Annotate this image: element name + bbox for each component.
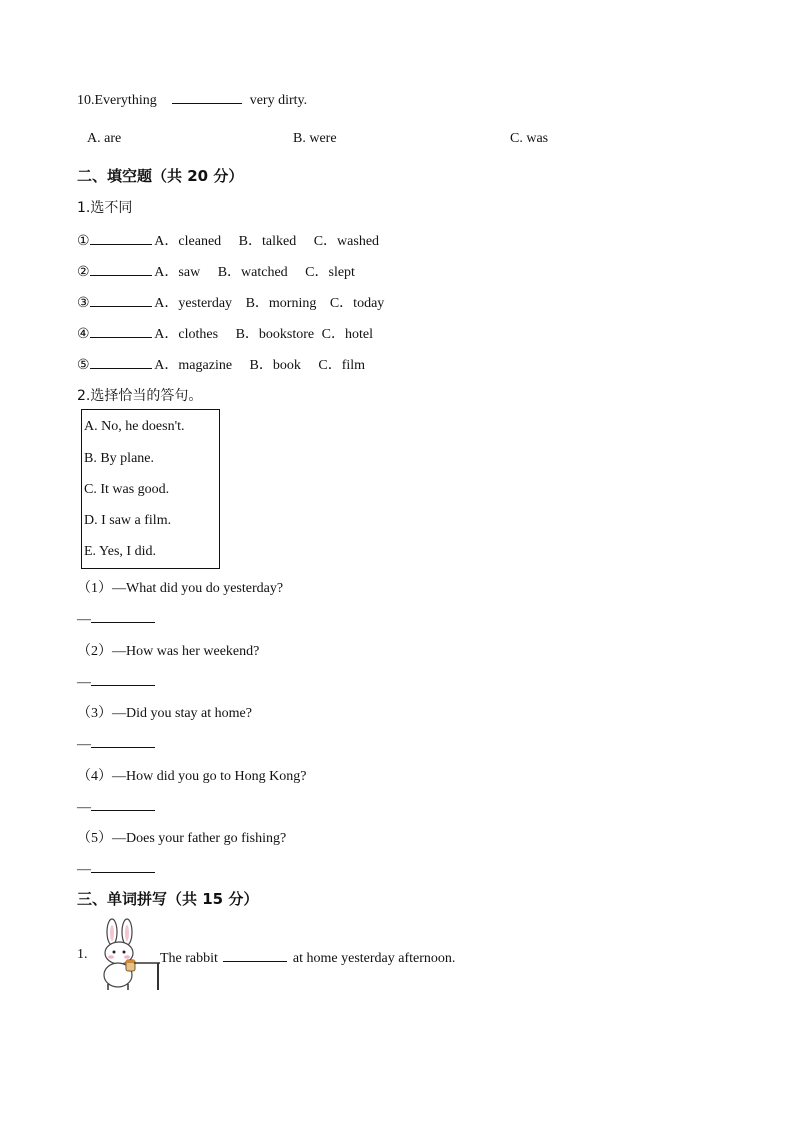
dialogue-answer-3 [77,733,155,753]
row-option-c[interactable]: C．slept [305,265,355,280]
part2-title: 2.选择恰当的答句。 [77,388,203,404]
row-blank[interactable] [90,261,152,276]
answer-dash: — [77,862,91,877]
part1-row-4 [77,323,373,343]
row-number: ⑤ [77,358,90,373]
dialogue-question-2 [77,640,259,660]
q10-option-a[interactable]: A. are [87,131,122,146]
row-option-c[interactable]: C．today [329,296,385,311]
sentence-before: The rabbit [160,951,218,966]
section2-title: 二、填空题（共 20 分） [77,167,244,185]
section3-title: 三、单词拼写（共 15 分） [77,890,259,908]
answer-d: D. I saw a film. [84,513,172,528]
row-number: ③ [77,296,90,311]
q10-stem-before: 10.Everything [77,93,157,108]
row-number: ④ [77,327,90,342]
answer-c: C. It was good. [84,482,170,497]
row-option-a[interactable]: A．clothes [154,327,219,342]
question-text: —How was her weekend? [112,644,260,659]
answer-blank[interactable] [91,796,155,811]
dialogue-question-1 [77,577,283,597]
row-option-a[interactable]: A．yesterday [154,296,233,311]
part1-row-1 [77,230,379,250]
dialogue-question-3 [77,702,252,722]
answer-dash: — [77,675,91,690]
rabbit-drinking-illustration [94,918,162,990]
answer-blank[interactable] [91,858,155,873]
answer-a: A. No, he doesn't. [84,419,185,434]
answer-blank[interactable] [91,608,155,623]
row-option-a[interactable]: A．saw [154,265,201,280]
row-option-b[interactable]: B．book [249,358,301,373]
row-option-a[interactable]: A．magazine [154,358,233,373]
q10-blank[interactable] [172,89,242,104]
row-option-c[interactable]: C．washed [313,234,380,249]
q10-option-c[interactable]: C. was [510,131,549,146]
row-blank[interactable] [90,292,152,307]
row-option-b[interactable]: B．morning [245,296,317,311]
answer-dash: — [77,800,91,815]
part1-title: 1.选不同 [77,200,133,216]
answer-dash: — [77,737,91,752]
sentence-after: at home yesterday afternoon. [292,951,456,966]
row-blank[interactable] [90,230,152,245]
answer-blank[interactable] [91,733,155,748]
answer-b: B. By plane. [84,451,154,466]
answer-box [81,409,220,569]
row-number: ② [77,265,90,280]
row-option-b[interactable]: B．talked [238,234,297,249]
dialogue-answer-1 [77,608,155,628]
row-number: ① [77,234,90,249]
part1-row-5 [77,354,365,374]
row-option-c[interactable]: C．hotel [321,327,373,342]
answer-dash: — [77,612,91,627]
question-number: （2） [77,644,112,659]
dialogue-answer-2 [77,671,155,691]
dialogue-question-5 [77,827,286,847]
question-number: （1） [77,581,112,596]
q10-stem-after: very dirty. [249,93,308,108]
question-text: —What did you do yesterday? [112,581,284,596]
question-number: （5） [77,831,112,846]
answer-blank[interactable] [91,671,155,686]
q10-option-b[interactable]: B. were [293,131,337,146]
question-text: —How did you go to Hong Kong? [112,769,307,784]
q1-blank[interactable] [223,947,287,962]
q10-stem [77,89,307,109]
answer-e: E. Yes, I did. [84,544,156,559]
part1-row-3 [77,292,384,312]
question-number: （3） [77,706,112,721]
section3-q1-sentence [160,947,455,967]
dialogue-answer-5 [77,858,155,878]
row-blank[interactable] [90,354,152,369]
row-option-b[interactable]: B．watched [217,265,288,280]
row-option-b[interactable]: B．bookstore [235,327,315,342]
question-text: —Did you stay at home? [112,706,252,721]
row-option-c[interactable]: C．film [318,358,366,373]
dialogue-answer-4 [77,796,155,816]
row-blank[interactable] [90,323,152,338]
question-number: （4） [77,769,112,784]
dialogue-question-4 [77,765,306,785]
section3-q1-number: 1. [77,947,88,962]
part1-row-2 [77,261,355,281]
question-text: —Does your father go fishing? [112,831,287,846]
row-option-a[interactable]: A．cleaned [154,234,222,249]
